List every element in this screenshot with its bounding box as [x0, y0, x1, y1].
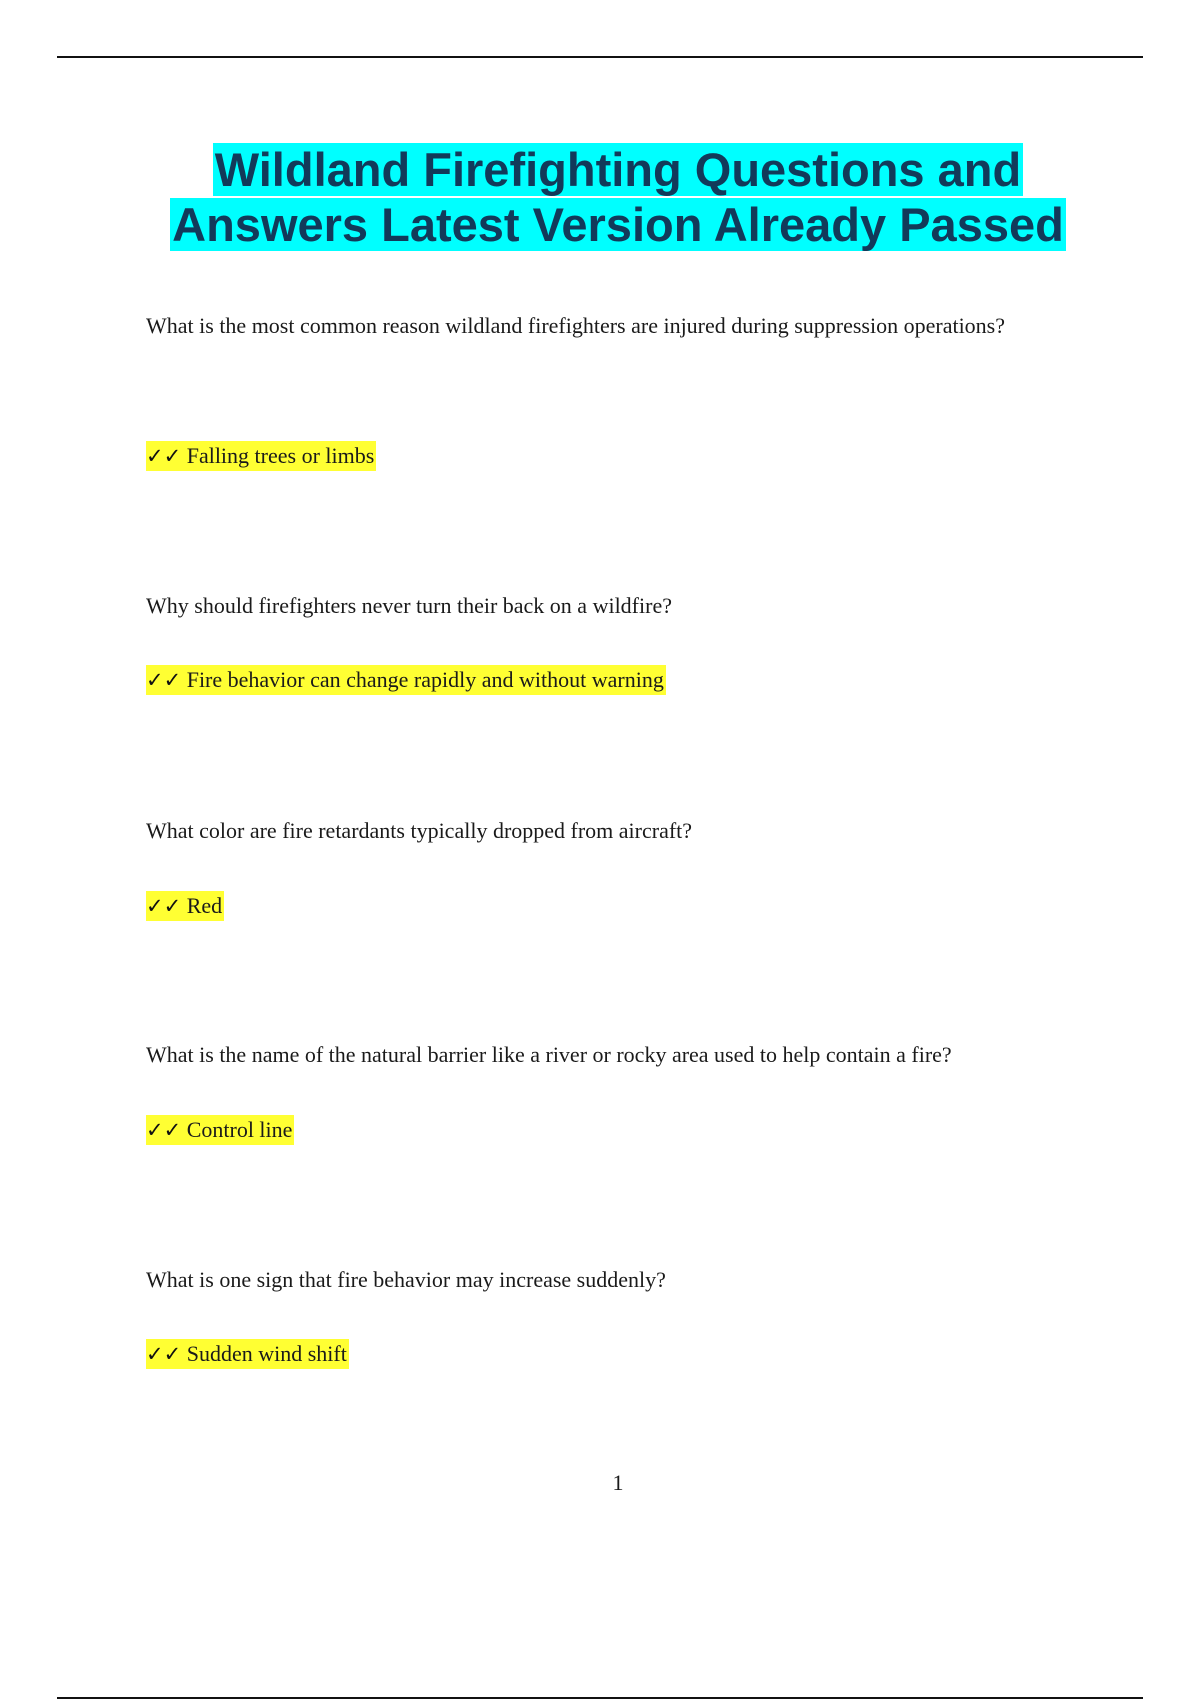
document-title — [0, 142, 1200, 252]
answer-4-highlight — [146, 1115, 294, 1145]
answer-3 — [146, 891, 224, 921]
question-2: Why should firefighters never turn their back on a wildfire? — [146, 593, 672, 618]
answer-5-text: Sudden wind shift — [186, 1341, 347, 1366]
answer-3-highlight — [146, 891, 224, 921]
checkmark-icon: ✓✓ — [146, 444, 182, 468]
answer-5-highlight — [146, 1339, 349, 1369]
title-line-2: Answers Latest Version Already Passed — [172, 198, 1064, 251]
page-number: 1 — [612, 1470, 624, 1495]
top-rule — [57, 56, 1143, 58]
answer-2-text: Fire behavior can change rapidly and without warning — [186, 667, 664, 692]
checkmark-icon: ✓✓ — [146, 1118, 182, 1142]
answer-1 — [146, 441, 376, 471]
answer-1-text: Falling trees or limbs — [186, 443, 375, 468]
answer-2 — [146, 665, 666, 695]
answer-4-text: Control line — [186, 1117, 293, 1142]
answer-4 — [146, 1115, 294, 1145]
title-line-1: Wildland Firefighting Questions and — [214, 143, 1022, 196]
checkmark-icon: ✓✓ — [146, 1342, 182, 1366]
checkmark-icon: ✓✓ — [146, 668, 182, 692]
bottom-rule — [57, 1697, 1143, 1699]
answer-3-text: Red — [186, 893, 223, 918]
question-5: What is one sign that fire behavior may increase suddenly? — [146, 1267, 666, 1292]
answer-5 — [146, 1339, 349, 1369]
checkmark-icon: ✓✓ — [146, 894, 182, 918]
question-1: What is the most common reason wildland firefighters are injured during suppression operations? — [146, 313, 1006, 338]
answer-2-highlight — [146, 665, 666, 695]
question-4: What is the name of the natural barrier like a river or rocky area used to help contain a fire? — [146, 1042, 952, 1067]
answer-1-highlight — [146, 441, 376, 471]
question-3: What color are fire retardants typically dropped from aircraft? — [146, 818, 693, 843]
